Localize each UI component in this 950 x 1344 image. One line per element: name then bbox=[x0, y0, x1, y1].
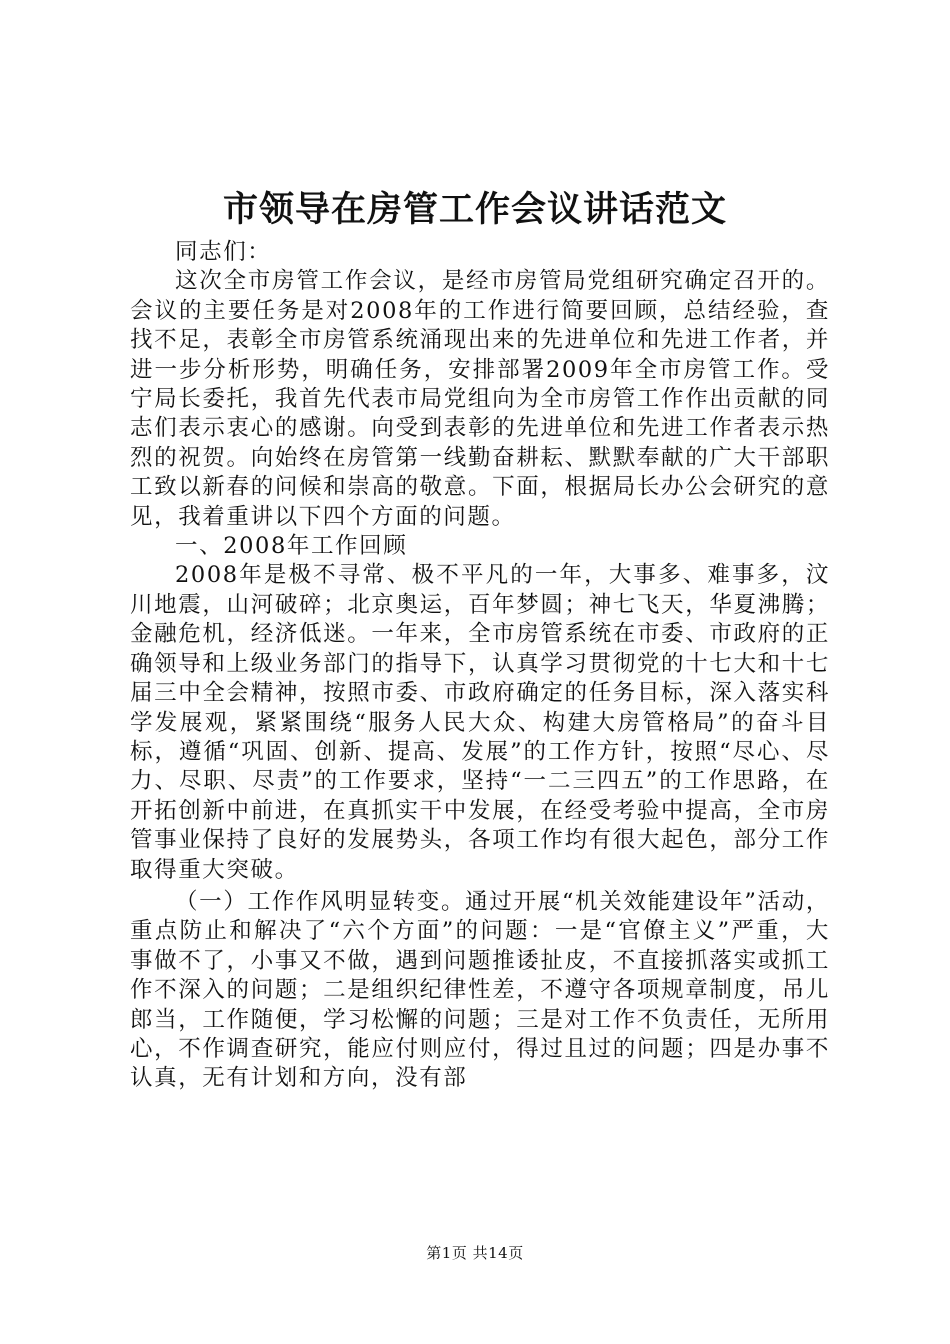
page-title: 市领导在房管工作会议讲话范文 bbox=[222, 189, 727, 230]
salutation-paragraph: 同志们： bbox=[175, 239, 272, 265]
section-heading: 一、2008年工作回顾 bbox=[175, 533, 408, 560]
intro-paragraph: 这次全市房管工作会议，是经市房管局党组研究确定召开的。会议的主要任务是对2008年的工作进行简要回顾，总结经验，查找不足，表彰全市房管系统涌现出来的先进单位和先进工作者，并进一步分析形势，明确任务，安排部署2009年全市房管工作。受宁局长委托，我首先代表市局党组向为全市房管工作作出贡献的同志们表示衷心的感谢。向受到表彰的先进单位和先进工作者表示热烈的祝贺。向始终在房管第一线勤奋耕耘、默默奉献的广大干部职工致以新春的问候和崇高的敬意。下面，根据局长办公会研究的意见，我着重讲以下四个方面的问题。 bbox=[130, 268, 830, 530]
subsection-paragraph: （一）工作作风明显转变。通过开展“机关效能建设年”活动，重点防止和解决了“六个方面”的问题：一是“官僚主义”严重，大事做不了，小事又不做，遇到问题推诿扯皮，不直接抓落实或抓工作不深入的问题；二是组织纪律性差，不遵守各项规章制度，吊儿郎当，工作随便，学习松懈的问题；三是对工作不负责任，无所用心，不作调查研究，能应付则应付，得过且过的问题；四是办事不认真，无有计划和方向，没有部 bbox=[130, 888, 830, 1092]
document-body bbox=[130, 238, 830, 1094]
review-paragraph: 2008年是极不寻常、极不平凡的一年，大事多、难事多，汶川地震，山河破碎；北京奥运，百年梦圆；神七飞天，华夏沸腾；金融危机，经济低迷。一年来，全市房管系统在市委、市政府的正确领导和上级业务部门的指导下，认真学习贯彻党的十七大和十七届三中全会精神，按照市委、市政府确定的任务目标，深入落实科学发展观，紧紧围绕“服务人民大众、构建大房管格局”的奋斗目标，遵循“巩固、创新、提高、发展”的工作方针，按照“尽心、尽力、尽职、尽责”的工作要求，坚持“一二三四五”的工作思路，在开拓创新中前进，在真抓实干中发展，在经受考验中提高，全市房管事业保持了良好的发展势头，各项工作均有很大起色，部分工作取得重大突破。 bbox=[130, 562, 830, 883]
page-number-footer: 第1页 共14页 bbox=[426, 1244, 524, 1262]
